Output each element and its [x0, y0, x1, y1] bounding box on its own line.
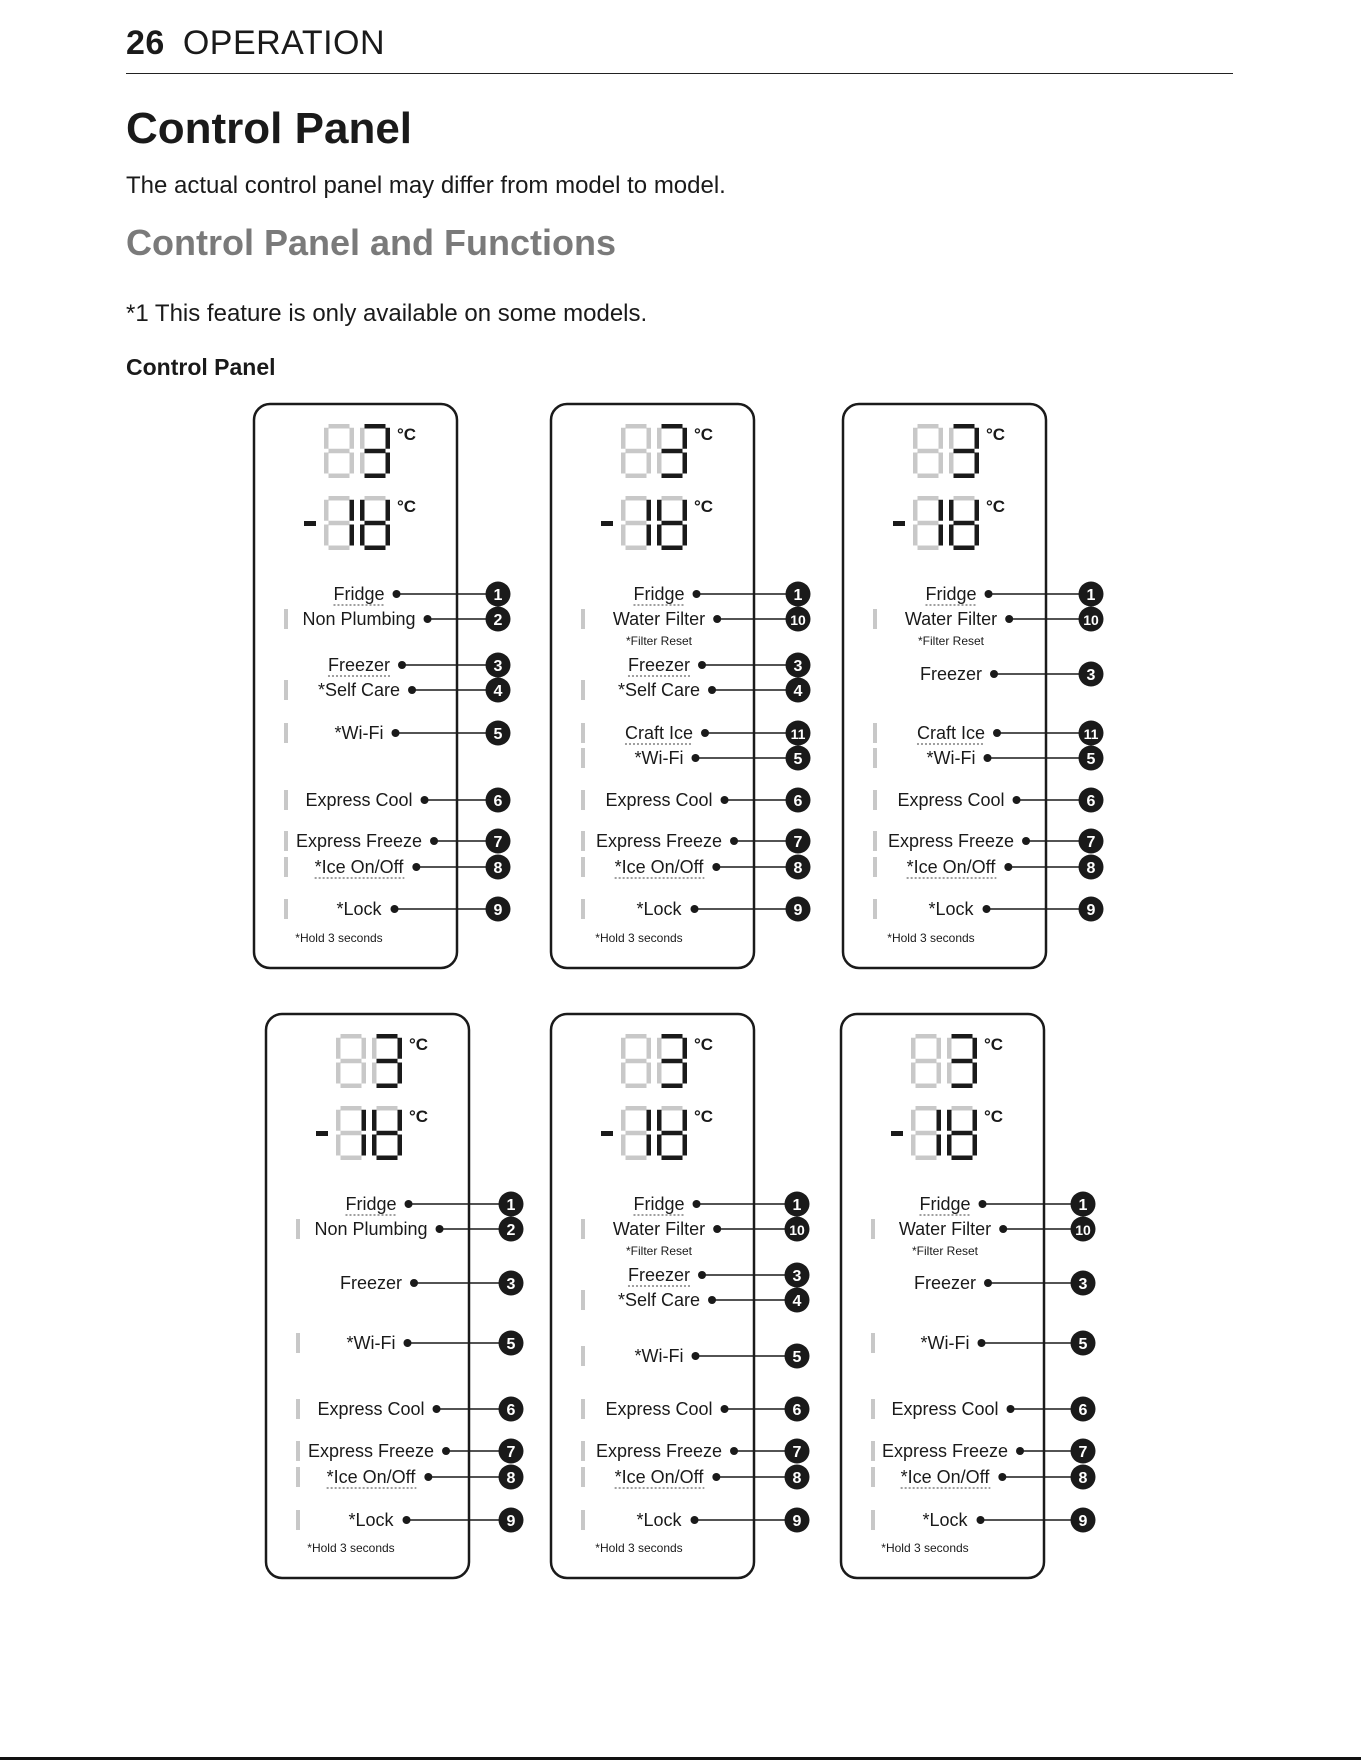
- panel-button-express-cool[interactable]: [871, 1397, 1096, 1422]
- panel-button-express-cool[interactable]: [284, 788, 511, 813]
- control-panel-2: [551, 404, 811, 968]
- panel-frame: [841, 1014, 1044, 1578]
- button-label: *Self Care: [617, 1290, 701, 1310]
- filter-reset-note: *Filter Reset: [911, 1244, 979, 1258]
- button-label: *Wi-Fi: [634, 748, 684, 768]
- callout-number: 7: [506, 1444, 516, 1461]
- indicator-bar: [284, 857, 288, 877]
- callout-number: 4: [793, 683, 803, 700]
- panel-button-lock[interactable]: [873, 897, 1104, 922]
- callout-number: 1: [1086, 587, 1096, 604]
- callout-number: 6: [793, 793, 803, 810]
- callout-number: 1: [506, 1197, 516, 1214]
- panel-button-fridge[interactable]: [333, 582, 510, 607]
- callout-number: 6: [1078, 1402, 1088, 1419]
- callout-number: 6: [506, 1402, 516, 1419]
- button-label: Craft Ice: [624, 723, 694, 743]
- callout-number: 9: [1078, 1513, 1088, 1530]
- button-label: Express Cool: [305, 790, 413, 810]
- button-label: Fridge: [633, 584, 685, 604]
- button-label: *Lock: [636, 1510, 682, 1530]
- indicator-bar: [581, 1346, 585, 1366]
- button-label: *Wi-Fi: [346, 1333, 396, 1353]
- hold-note: *Hold 3 seconds: [307, 1541, 395, 1555]
- callout-number: 7: [493, 834, 503, 851]
- callout-number: 4: [493, 683, 503, 700]
- button-label: Express Freeze: [595, 1441, 723, 1461]
- panel-button-lock[interactable]: [581, 897, 811, 922]
- indicator-bar: [581, 899, 585, 919]
- button-label: *Self Care: [317, 680, 401, 700]
- indicator-bar: [284, 831, 288, 851]
- hold-note: *Hold 3 seconds: [595, 931, 683, 945]
- control-panel-4: [266, 1014, 524, 1578]
- indicator-bar: [296, 1399, 300, 1419]
- callout-number: 10: [1075, 1222, 1091, 1238]
- filter-reset-note: *Filter Reset: [625, 1244, 693, 1258]
- button-label: *Lock: [636, 899, 682, 919]
- callout-number: 9: [793, 902, 803, 919]
- panel-button-wi-fi[interactable]: [873, 746, 1104, 771]
- button-label: Express Cool: [891, 1399, 999, 1419]
- indicator-bar: [871, 1467, 875, 1487]
- button-label: Water Filter: [904, 609, 998, 629]
- panel-button-ice-on-off[interactable]: [873, 855, 1104, 880]
- button-label: *Wi-Fi: [634, 1346, 684, 1366]
- panel-button-ice-on-off[interactable]: [581, 1465, 810, 1490]
- indicator-bar: [284, 723, 288, 743]
- indicator-bar: [581, 723, 585, 743]
- panel-button-express-cool[interactable]: [581, 788, 811, 813]
- indicator-bar: [581, 680, 585, 700]
- page-title: Control Panel: [126, 104, 413, 153]
- freezer-unit-label: °C: [694, 1107, 714, 1126]
- indicator-bar: [581, 1467, 585, 1487]
- panel-frame: [266, 1014, 469, 1578]
- callout-number: 10: [789, 1222, 805, 1238]
- button-label: Freezer: [913, 1273, 977, 1293]
- callout-number: 5: [506, 1336, 516, 1353]
- callout-number: 10: [1083, 612, 1099, 628]
- button-label: Express Freeze: [595, 831, 723, 851]
- indicator-bar: [581, 1510, 585, 1530]
- fridge-unit-label: °C: [984, 1035, 1004, 1054]
- button-label: Non Plumbing: [314, 1219, 428, 1239]
- button-label: Fridge: [633, 1194, 685, 1214]
- panel-button-self-care[interactable]: [581, 678, 811, 703]
- callout-number: 8: [793, 860, 803, 877]
- panel-button-express-freeze[interactable]: [873, 829, 1104, 854]
- freezer-unit-label: °C: [409, 1107, 429, 1126]
- button-label: Express Cool: [897, 790, 1005, 810]
- button-label: *Lock: [336, 899, 382, 919]
- panel-button-craft-ice[interactable]: [581, 721, 811, 746]
- button-label: Non Plumbing: [302, 609, 416, 629]
- button-label: *Wi-Fi: [920, 1333, 970, 1353]
- callout-number: 5: [493, 726, 503, 743]
- section-name: OPERATION: [182, 24, 386, 62]
- panel-button-fridge[interactable]: [633, 1192, 809, 1217]
- panel-button-ice-on-off[interactable]: [581, 855, 811, 880]
- fridge-unit-label: °C: [694, 425, 714, 444]
- callout-number: 1: [793, 587, 803, 604]
- button-label: Freezer: [627, 655, 691, 675]
- fridge-unit-label: °C: [397, 425, 417, 444]
- indicator-bar: [581, 1219, 585, 1239]
- indicator-bar: [296, 1333, 300, 1353]
- button-label: Freezer: [327, 655, 391, 675]
- callout-number: 8: [493, 860, 503, 877]
- callout-number: 3: [792, 1268, 802, 1285]
- panel-button-fridge[interactable]: [925, 582, 1103, 607]
- panel-button-ice-on-off[interactable]: [871, 1465, 1096, 1490]
- button-label: Freezer: [919, 664, 983, 684]
- callout-number: 2: [493, 612, 503, 629]
- button-label: Fridge: [345, 1194, 397, 1214]
- panel-button-wi-fi[interactable]: [871, 1331, 1096, 1356]
- panel-button-water-filter[interactable]: [581, 607, 811, 649]
- panel-button-express-freeze[interactable]: [871, 1439, 1096, 1464]
- control-panel-label: Control Panel: [126, 354, 276, 380]
- callout-number: 1: [792, 1197, 802, 1214]
- temperature-display: [891, 1034, 1003, 1160]
- panel-button-non-plumbing[interactable]: [284, 607, 511, 632]
- indicator-bar: [296, 1467, 300, 1487]
- freezer-unit-label: °C: [986, 497, 1006, 516]
- button-label: Express Freeze: [295, 831, 423, 851]
- minus-segment: [601, 521, 613, 526]
- callout-number: 8: [792, 1470, 802, 1487]
- callout-number: 2: [506, 1222, 516, 1239]
- callout-number: 9: [506, 1513, 516, 1530]
- minus-segment: [316, 1131, 328, 1136]
- freezer-unit-label: °C: [694, 497, 714, 516]
- panel-frame: [843, 404, 1046, 968]
- callout-number: 5: [1078, 1336, 1088, 1353]
- temperature-display: [601, 424, 713, 550]
- hold-note: *Hold 3 seconds: [887, 931, 975, 945]
- hold-note: *Hold 3 seconds: [881, 1541, 969, 1555]
- indicator-bar: [581, 857, 585, 877]
- indicator-bar: [873, 899, 877, 919]
- callout-number: 5: [792, 1349, 802, 1366]
- callout-number: 9: [1086, 902, 1096, 919]
- button-label: *Self Care: [617, 680, 701, 700]
- fridge-unit-label: °C: [986, 425, 1006, 444]
- button-label: *Ice On/Off: [906, 857, 996, 877]
- callout-number: 11: [1083, 726, 1099, 742]
- hold-note: *Hold 3 seconds: [595, 1541, 683, 1555]
- panel-button-fridge[interactable]: [633, 582, 810, 607]
- filter-reset-note: *Filter Reset: [917, 634, 985, 648]
- panel-button-express-cool[interactable]: [873, 788, 1104, 813]
- control-panel-5: [551, 1014, 810, 1578]
- indicator-bar: [873, 831, 877, 851]
- temperature-display: [304, 424, 416, 550]
- temperature-display: [893, 424, 1005, 550]
- callout-number: 3: [793, 658, 803, 675]
- panel-button-water-filter[interactable]: [581, 1217, 810, 1259]
- button-label: *Wi-Fi: [334, 723, 384, 743]
- callout-number: 5: [1086, 751, 1096, 768]
- callout-number: 1: [1078, 1197, 1088, 1214]
- indicator-bar: [581, 1399, 585, 1419]
- button-label: *Lock: [922, 1510, 968, 1530]
- panel-button-self-care[interactable]: [284, 678, 511, 703]
- callout-number: 6: [493, 793, 503, 810]
- panel-button-water-filter[interactable]: [871, 1217, 1096, 1259]
- temperature-display: [601, 1034, 713, 1160]
- control-panel-3: [843, 404, 1104, 968]
- fridge-unit-label: °C: [694, 1035, 714, 1054]
- callout-number: 7: [1086, 834, 1096, 851]
- panel-button-freezer[interactable]: [328, 653, 511, 678]
- panel-button-lock[interactable]: [296, 1508, 524, 1533]
- panel-button-ice-on-off[interactable]: [284, 855, 511, 880]
- indicator-bar: [296, 1510, 300, 1530]
- temperature-display: [316, 1034, 428, 1160]
- button-label: Freezer: [339, 1273, 403, 1293]
- callout-number: 3: [1078, 1276, 1088, 1293]
- panel-button-freezer[interactable]: [920, 662, 1104, 687]
- indicator-bar: [284, 609, 288, 629]
- panel-button-water-filter[interactable]: [873, 607, 1104, 649]
- button-label: Express Freeze: [887, 831, 1015, 851]
- button-label: Express Freeze: [307, 1441, 435, 1461]
- button-label: Fridge: [925, 584, 977, 604]
- button-label: Express Freeze: [881, 1441, 1009, 1461]
- panel-button-wi-fi[interactable]: [296, 1331, 524, 1356]
- fridge-unit-label: °C: [409, 1035, 429, 1054]
- panel-button-express-cool[interactable]: [296, 1397, 524, 1422]
- panel-button-express-freeze[interactable]: [581, 829, 811, 854]
- callout-number: 10: [790, 612, 806, 628]
- button-label: *Lock: [928, 899, 974, 919]
- callout-number: 6: [792, 1402, 802, 1419]
- button-label: Fridge: [919, 1194, 971, 1214]
- panel-button-freezer[interactable]: [914, 1271, 1096, 1296]
- panel-button-freezer[interactable]: [628, 1263, 810, 1288]
- indicator-bar: [284, 680, 288, 700]
- intro-text: The actual control panel may differ from model to model.: [126, 172, 726, 199]
- callout-number: 9: [493, 902, 503, 919]
- panel-button-freezer[interactable]: [628, 653, 811, 678]
- freezer-unit-label: °C: [397, 497, 417, 516]
- indicator-bar: [581, 1441, 585, 1461]
- button-label: Express Cool: [605, 1399, 713, 1419]
- callout-number: 3: [506, 1276, 516, 1293]
- minus-segment: [304, 521, 316, 526]
- button-label: Fridge: [333, 584, 385, 604]
- callout-number: 6: [1086, 793, 1096, 810]
- callout-number: 4: [792, 1293, 802, 1310]
- button-label: Freezer: [627, 1265, 691, 1285]
- control-panel-1: [254, 404, 511, 968]
- panel-button-lock[interactable]: [581, 1508, 810, 1533]
- indicator-bar: [873, 723, 877, 743]
- panel-button-ice-on-off[interactable]: [296, 1465, 524, 1490]
- button-label: *Lock: [348, 1510, 394, 1530]
- panel-button-non-plumbing[interactable]: [296, 1217, 524, 1242]
- freezer-unit-label: °C: [984, 1107, 1004, 1126]
- button-label: Water Filter: [612, 1219, 706, 1239]
- indicator-bar: [871, 1399, 875, 1419]
- button-label: *Ice On/Off: [614, 857, 704, 877]
- indicator-bar: [581, 748, 585, 768]
- button-label: *Wi-Fi: [926, 748, 976, 768]
- callout-number: 3: [493, 658, 503, 675]
- hold-note: *Hold 3 seconds: [295, 931, 383, 945]
- callout-number: 5: [793, 751, 803, 768]
- panel-button-self-care[interactable]: [581, 1288, 810, 1313]
- indicator-bar: [871, 1510, 875, 1530]
- panel-button-wi-fi[interactable]: [581, 1344, 810, 1369]
- panel-button-express-freeze[interactable]: [581, 1439, 810, 1464]
- panel-button-freezer[interactable]: [340, 1271, 524, 1296]
- indicator-bar: [581, 831, 585, 851]
- indicator-bar: [284, 899, 288, 919]
- indicator-bar: [871, 1441, 875, 1461]
- indicator-bar: [873, 857, 877, 877]
- page-number: 26: [126, 24, 165, 62]
- callout-number: 3: [1086, 667, 1096, 684]
- availability-footnote: *1 This feature is only available on some models.: [126, 300, 648, 327]
- panel-button-wi-fi[interactable]: [581, 746, 811, 771]
- panel-button-express-freeze[interactable]: [296, 1439, 524, 1464]
- callout-number: 7: [792, 1444, 802, 1461]
- callout-number: 1: [493, 587, 503, 604]
- minus-segment: [893, 521, 905, 526]
- panel-button-fridge[interactable]: [345, 1192, 523, 1217]
- panel-button-lock[interactable]: [871, 1508, 1096, 1533]
- indicator-bar: [581, 790, 585, 810]
- button-label: Water Filter: [898, 1219, 992, 1239]
- indicator-bar: [296, 1219, 300, 1239]
- callout-number: 7: [1078, 1444, 1088, 1461]
- indicator-bar: [871, 1333, 875, 1353]
- filter-reset-note: *Filter Reset: [625, 634, 693, 648]
- minus-segment: [601, 1131, 613, 1136]
- panel-button-craft-ice[interactable]: [873, 721, 1104, 746]
- minus-segment: [891, 1131, 903, 1136]
- indicator-bar: [581, 609, 585, 629]
- indicator-bar: [871, 1219, 875, 1239]
- indicator-bar: [581, 1290, 585, 1310]
- callout-number: 8: [1086, 860, 1096, 877]
- panel-button-wi-fi[interactable]: [284, 721, 511, 746]
- button-label: Express Cool: [317, 1399, 425, 1419]
- section-subtitle: Control Panel and Functions: [126, 222, 617, 263]
- indicator-bar: [873, 790, 877, 810]
- panel-button-express-cool[interactable]: [581, 1397, 810, 1422]
- panel-button-express-freeze[interactable]: [284, 829, 511, 854]
- indicator-bar: [296, 1441, 300, 1461]
- control-panel-6: [841, 1014, 1096, 1578]
- callout-number: 7: [793, 834, 803, 851]
- indicator-bar: [284, 790, 288, 810]
- callout-number: 8: [1078, 1470, 1088, 1487]
- panel-button-lock[interactable]: [284, 897, 511, 922]
- callout-number: 11: [790, 726, 806, 742]
- button-label: Craft Ice: [916, 723, 986, 743]
- callout-number: 9: [792, 1513, 802, 1530]
- button-label: Water Filter: [612, 609, 706, 629]
- button-label: Express Cool: [605, 790, 713, 810]
- bottom-rule: [0, 1757, 1361, 1760]
- button-label: *Ice On/Off: [614, 1467, 704, 1487]
- callout-number: 8: [506, 1470, 516, 1487]
- indicator-bar: [873, 609, 877, 629]
- button-label: *Ice On/Off: [326, 1467, 416, 1487]
- panel-button-fridge[interactable]: [919, 1192, 1095, 1217]
- indicator-bar: [873, 748, 877, 768]
- button-label: *Ice On/Off: [314, 857, 404, 877]
- button-label: *Ice On/Off: [900, 1467, 990, 1487]
